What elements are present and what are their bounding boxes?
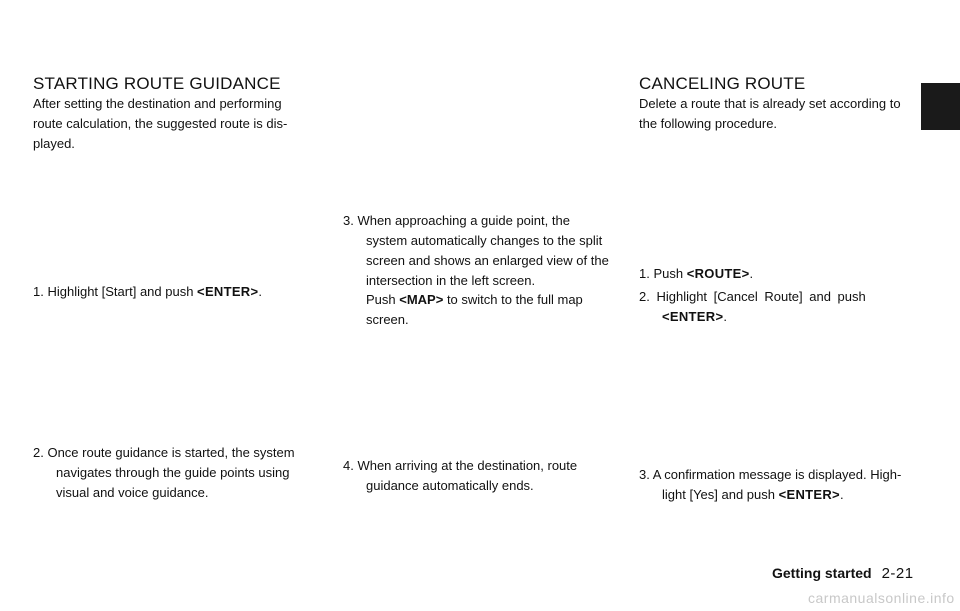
intro-line: After setting the destination and performing	[33, 96, 282, 111]
chapter-tab-marker	[921, 83, 960, 130]
footer-section-title: Getting started	[772, 565, 872, 581]
step-tail: .	[258, 284, 263, 299]
step-1-start	[33, 282, 262, 302]
enter-key-label: <ENTER>	[662, 309, 724, 324]
intro-line: the following procedure.	[639, 116, 778, 131]
page-footer	[772, 565, 914, 582]
intro-paragraph-starting	[33, 94, 333, 154]
step-2-guidance	[33, 443, 295, 503]
intro-paragraph-canceling	[639, 94, 924, 134]
step-tail: .	[839, 487, 844, 502]
watermark-text: carmanualsonline.info	[808, 590, 955, 606]
step-line: 2. Highlight [Cancel Route] and push	[639, 289, 866, 304]
step-tail: .	[749, 266, 754, 281]
step-tail: .	[723, 309, 727, 324]
enter-key-label: <ENTER>	[778, 487, 840, 502]
intro-line: played.	[33, 136, 75, 151]
step-pre: light [Yes] and push	[662, 487, 779, 502]
section-heading-starting-route-guidance: STARTING ROUTE GUIDANCE	[33, 74, 281, 93]
step-line: intersection in the left screen.	[366, 273, 536, 288]
step-text: 1. Highlight [Start] and push	[33, 284, 198, 299]
step-3-sub-paragraph	[343, 290, 583, 330]
sub-post: to switch to the full map	[443, 292, 583, 307]
step-line: 3. A confirmation message is displayed. High-	[639, 467, 902, 482]
step-line: screen and shows an enlarged view of the	[366, 253, 609, 268]
step-line: visual and voice guidance.	[56, 485, 209, 500]
step-line	[639, 307, 866, 327]
step-text: 1. Push	[639, 266, 687, 281]
step-line	[639, 485, 901, 505]
map-key-label: <MAP>	[399, 292, 444, 307]
intro-line: route calculation, the suggested route is dis-	[33, 116, 288, 131]
sub-line: screen.	[366, 312, 409, 327]
step-2-cancel-route	[639, 287, 866, 327]
step-line: 4. When arriving at the destination, route	[343, 458, 578, 473]
sub-line	[366, 290, 583, 310]
step-line: system automatically changes to the split	[366, 233, 603, 248]
enter-key-label: <ENTER>	[197, 284, 259, 299]
page-number: 2-21	[881, 565, 914, 582]
step-line: 3. When approaching a guide point, the	[343, 213, 570, 228]
step-3-guide-point	[343, 211, 609, 291]
step-3-confirmation	[639, 465, 901, 505]
section-heading-canceling-route: CANCELING ROUTE	[639, 74, 806, 93]
sub-pre: Push	[366, 292, 400, 307]
step-line: guidance automatically ends.	[366, 478, 534, 493]
intro-line: Delete a route that is already set according to	[639, 96, 901, 111]
step-line: 2. Once route guidance is started, the system	[33, 445, 295, 460]
route-key-label: <ROUTE>	[686, 266, 750, 281]
step-1-push-route	[639, 264, 753, 284]
step-line: navigates through the guide points using	[56, 465, 290, 480]
step-4-arrival	[343, 456, 577, 496]
